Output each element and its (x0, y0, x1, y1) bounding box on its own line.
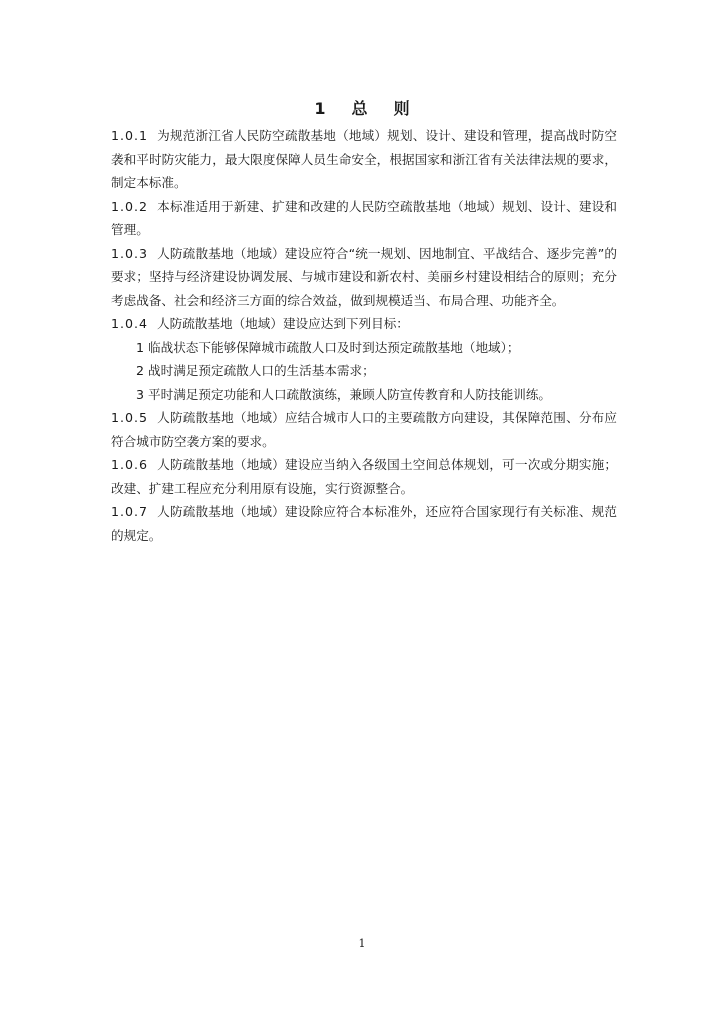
clause-text: 人防疏散基地（地域）应结合城市人口的主要疏散方向建设，其保障范围、分布应符合城市防空袭方案的要求。 (111, 410, 617, 449)
clause-text: 人防疏散基地（地域）建设除应符合本标准外，还应符合国家现行有关标准、规范的规定。 (111, 504, 617, 543)
clause-1-0-7 (111, 500, 617, 547)
clause-1-0-2 (111, 195, 617, 242)
clause-1-0-4 (111, 312, 617, 336)
clause-1-0-5 (111, 406, 617, 453)
clause-number: 1.0.1 (111, 128, 149, 143)
clause-number: 1.0.2 (111, 198, 149, 214)
clause-number: 1.0.5 (111, 410, 149, 425)
document-body (111, 124, 617, 547)
clause-text: 人防疏散基地（地域）建设应符合“统一规划、因地制宜、平战结合、逐步完善”的要求；坚持与经济建设协调发展、与城市建设和新农村、美丽乡村建设相结合的原则；充分考虑战备、社会和经济三方面的综合效益，做到规模适当、布局合理、功能齐全。 (111, 245, 617, 308)
page-number: 1 (358, 937, 366, 950)
clause-number: 1.0.3 (111, 245, 149, 261)
clause-number: 1.0.7 (111, 504, 149, 519)
clause-text: 为规范浙江省人民防空疏散基地（地域）规划、设计、建设和管理，提高战时防空袭和平时防灾能力，最大限度保障人员生命安全，根据国家和浙江省有关法律法规的要求，制定本标准。 (111, 128, 617, 190)
clause-list-item: 1 临战状态下能够保障城市疏散人口及时到达预定疏散基地（地域）； (136, 339, 520, 355)
clause-number: 1.0.4 (111, 316, 149, 331)
clause-list-item: 2 战时满足预定疏散人口的生活基本需求； (136, 363, 375, 378)
clause-1-0-6 (111, 453, 617, 500)
chapter-number: 1 (314, 99, 326, 118)
clause-1-0-3 (111, 242, 617, 313)
clause-1-0-1 (111, 124, 617, 195)
clause-number: 1.0.6 (111, 457, 149, 472)
chapter-title-word-2: 则 (393, 99, 410, 118)
clause-text: 人防疏散基地（地域）建设应当纳入各级国土空间总体规划，可一次或分期实施；改建、扩建工程应充分利用原有设施，实行资源整合。 (111, 457, 617, 496)
clause-text: 人防疏散基地（地域）建设应达到下列目标： (157, 316, 409, 331)
clause-text: 本标准适用于新建、扩建和改建的人民防空疏散基地（地域）规划、设计、建设和管理。 (111, 198, 617, 237)
clause-list-item: 3 平时满足预定功能和人口疏散演练，兼顾人防宣传教育和人防技能训练。 (136, 386, 552, 402)
chapter-title-word-1: 总 (351, 99, 368, 118)
chapter-title (0, 96, 724, 119)
